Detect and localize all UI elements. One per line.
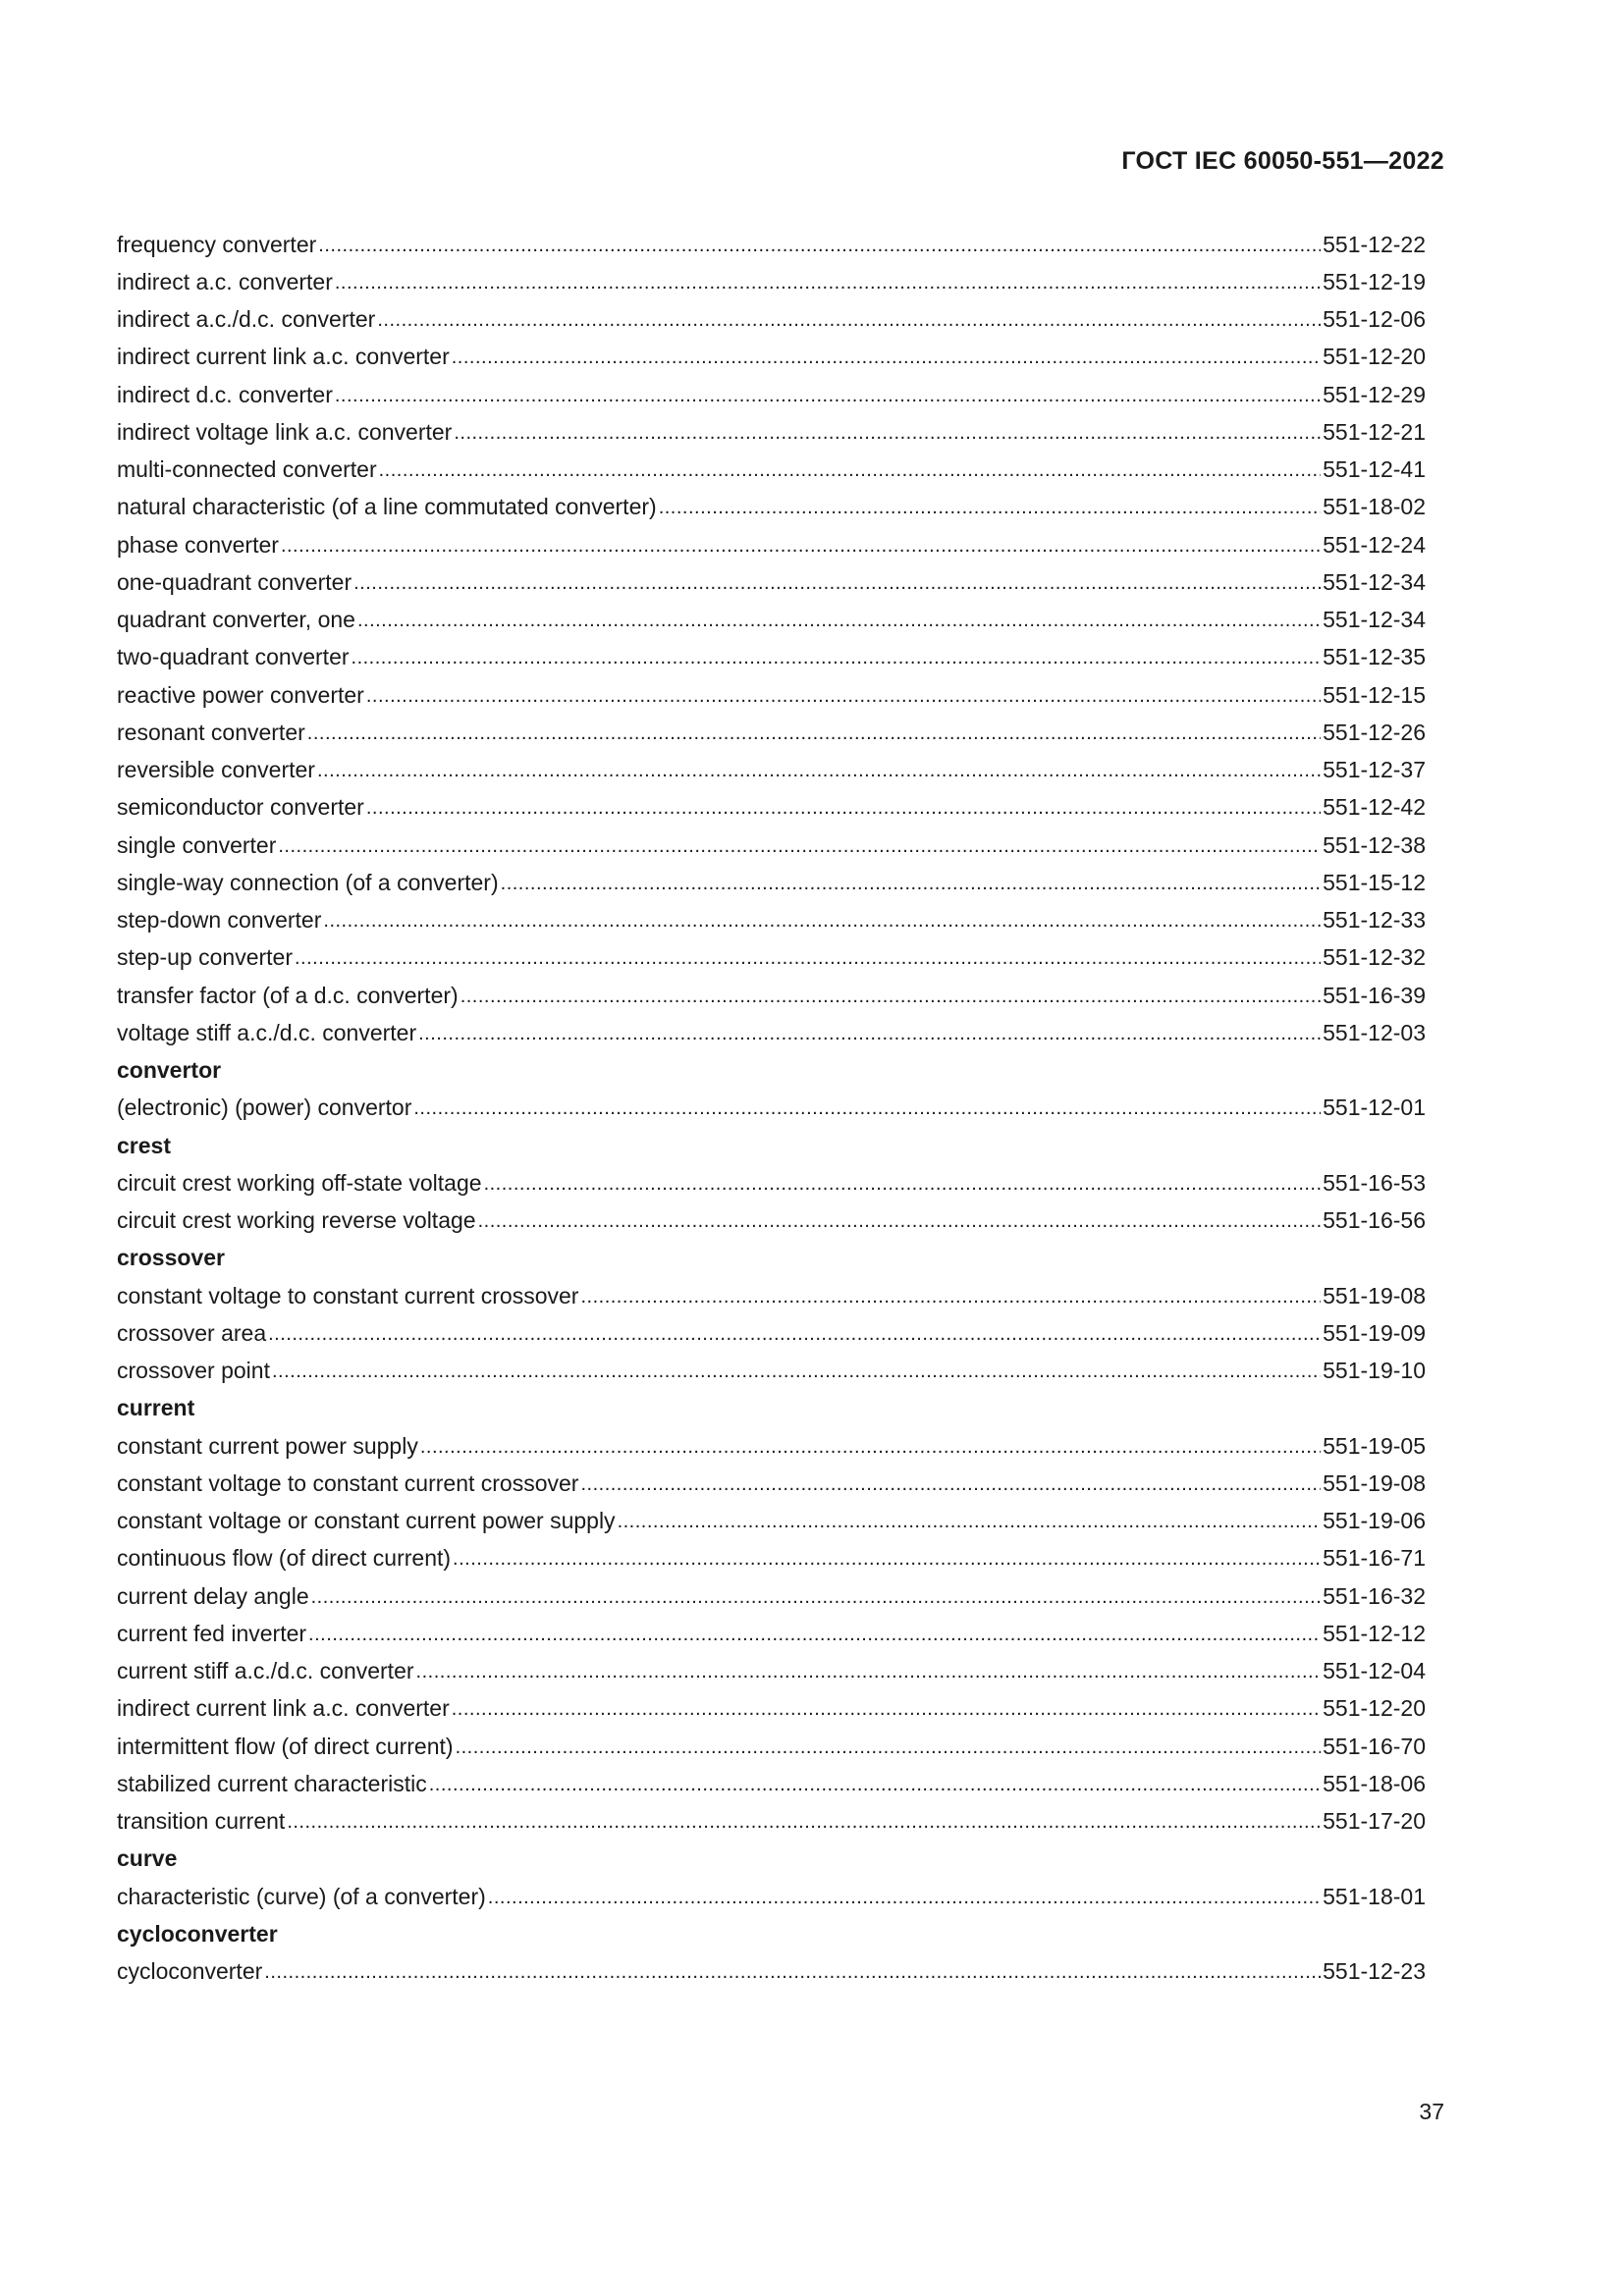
dot-leader xyxy=(618,1511,1322,1533)
dot-leader xyxy=(318,235,1321,257)
entry-reference-number: 551-12-22 xyxy=(1323,231,1426,257)
dot-leader xyxy=(278,835,1321,858)
dot-leader xyxy=(268,1323,1321,1346)
index-entry xyxy=(117,452,1426,489)
index-entry xyxy=(117,1615,1426,1652)
index-entry xyxy=(117,1014,1426,1051)
entry-term: reversible converter xyxy=(117,757,315,783)
entry-term: step-down converter xyxy=(117,907,322,934)
entry-term: continuous flow (of direct current) xyxy=(117,1545,452,1572)
index-entry xyxy=(117,339,1426,376)
index-entry xyxy=(117,413,1426,451)
index-entry xyxy=(117,263,1426,300)
entry-reference-number: 551-18-06 xyxy=(1323,1770,1426,1796)
entry-term: one-quadrant converter xyxy=(117,568,352,595)
entry-reference-number: 551-16-53 xyxy=(1323,1169,1426,1196)
entry-term: cycloconverter xyxy=(117,1958,263,1985)
entry-term: natural characteristic (of a line commutated converter) xyxy=(117,494,657,520)
entry-term: indirect current link a.c. converter xyxy=(117,1695,450,1722)
index-entry xyxy=(117,1314,1426,1352)
index-entry xyxy=(117,1427,1426,1465)
page-number: 37 xyxy=(1419,2099,1444,2124)
entry-term: intermittent flow (of direct current) xyxy=(117,1733,454,1759)
dot-leader xyxy=(281,535,1321,558)
entry-reference-number: 551-12-41 xyxy=(1323,456,1426,483)
entry-term: reactive power converter xyxy=(117,681,364,708)
entry-reference-number: 551-12-01 xyxy=(1323,1095,1426,1121)
dot-leader xyxy=(323,910,1321,933)
index-group-heading xyxy=(117,1390,1426,1427)
dot-leader xyxy=(478,1210,1322,1233)
index-entry xyxy=(117,489,1426,526)
dot-leader xyxy=(420,1436,1321,1459)
entry-term: indirect a.c. converter xyxy=(117,268,333,294)
dot-leader xyxy=(335,272,1321,294)
index-entry xyxy=(117,1090,1426,1127)
index-entry xyxy=(117,563,1426,601)
entry-reference-number: 551-12-32 xyxy=(1323,944,1426,971)
entry-reference-number: 551-12-29 xyxy=(1323,381,1426,407)
index-entry xyxy=(117,827,1426,864)
index-entry xyxy=(117,1277,1426,1314)
entry-reference-number: 551-12-35 xyxy=(1323,644,1426,670)
index-entry xyxy=(117,789,1426,827)
entry-term: crossover area xyxy=(117,1319,267,1346)
dot-leader xyxy=(308,1624,1321,1646)
entry-reference-number: 551-12-06 xyxy=(1323,306,1426,333)
dot-leader xyxy=(659,497,1321,519)
index-entry xyxy=(117,864,1426,901)
group-heading-text: crossover xyxy=(117,1245,225,1271)
index-entry xyxy=(117,301,1426,339)
entry-reference-number: 551-12-23 xyxy=(1323,1958,1426,1985)
dot-leader xyxy=(484,1173,1322,1196)
index-group-heading xyxy=(117,1841,1426,1878)
entry-term: current delay angle xyxy=(117,1582,309,1609)
entry-term: circuit crest working off-state voltage xyxy=(117,1169,482,1196)
index-entry xyxy=(117,752,1426,789)
entry-reference-number: 551-19-08 xyxy=(1323,1282,1426,1308)
entry-reference-number: 551-19-10 xyxy=(1323,1358,1426,1384)
entry-reference-number: 551-19-06 xyxy=(1323,1508,1426,1534)
entry-term: voltage stiff a.c./d.c. converter xyxy=(117,1019,417,1045)
entry-reference-number: 551-12-42 xyxy=(1323,794,1426,821)
entry-term: single-way connection (of a converter) xyxy=(117,869,499,895)
dot-leader xyxy=(501,873,1322,895)
entry-term: resonant converter xyxy=(117,719,305,745)
dot-leader xyxy=(287,1811,1321,1834)
index-entry xyxy=(117,639,1426,676)
entry-reference-number: 551-18-02 xyxy=(1323,494,1426,520)
entry-reference-number: 551-17-20 xyxy=(1323,1808,1426,1835)
index-entry xyxy=(117,1503,1426,1540)
dot-leader xyxy=(307,722,1321,745)
index-entry xyxy=(117,1690,1426,1728)
dot-leader xyxy=(580,1473,1321,1496)
dot-leader xyxy=(452,1698,1321,1721)
entry-reference-number: 551-18-01 xyxy=(1323,1883,1426,1909)
dot-leader xyxy=(357,610,1321,632)
entry-reference-number: 551-12-34 xyxy=(1323,568,1426,595)
dot-leader xyxy=(379,459,1322,482)
entry-term: current stiff a.c./d.c. converter xyxy=(117,1658,414,1684)
entry-reference-number: 551-12-15 xyxy=(1323,681,1426,708)
entry-reference-number: 551-16-71 xyxy=(1323,1545,1426,1572)
dot-leader xyxy=(453,1548,1321,1571)
entry-term: frequency converter xyxy=(117,231,317,257)
entry-reference-number: 551-12-04 xyxy=(1323,1658,1426,1684)
document-code-header: ГОСТ IEC 60050-551—2022 xyxy=(1121,147,1444,175)
entry-reference-number: 551-12-24 xyxy=(1323,531,1426,558)
entry-reference-number: 551-12-38 xyxy=(1323,831,1426,858)
index-entry xyxy=(117,376,1426,413)
index-entry xyxy=(117,1728,1426,1765)
index-entry xyxy=(117,714,1426,751)
dot-leader xyxy=(580,1286,1321,1308)
entry-term: circuit crest working reverse voltage xyxy=(117,1207,476,1234)
dot-leader xyxy=(272,1361,1321,1383)
dot-leader xyxy=(452,347,1321,369)
dot-leader xyxy=(377,309,1321,332)
entry-term: quadrant converter, one xyxy=(117,607,355,633)
entry-reference-number: 551-12-37 xyxy=(1323,757,1426,783)
group-heading-text: convertor xyxy=(117,1057,222,1084)
entry-reference-number: 551-12-34 xyxy=(1323,607,1426,633)
group-heading-text: cycloconverter xyxy=(117,1920,278,1947)
entry-reference-number: 551-12-20 xyxy=(1323,344,1426,370)
entry-reference-number: 551-19-09 xyxy=(1323,1319,1426,1346)
dot-leader xyxy=(317,760,1321,782)
entry-term: indirect current link a.c. converter xyxy=(117,344,450,370)
entry-reference-number: 551-12-21 xyxy=(1323,418,1426,445)
entry-reference-number: 551-12-26 xyxy=(1323,719,1426,745)
index-entry xyxy=(117,1577,1426,1615)
entry-term: indirect a.c./d.c. converter xyxy=(117,306,376,333)
index-entry xyxy=(117,1803,1426,1841)
entry-term: constant voltage or constant current power supply xyxy=(117,1508,616,1534)
index-group-heading xyxy=(117,1240,1426,1277)
entry-term: (electronic) (power) convertor xyxy=(117,1095,412,1121)
entry-reference-number: 551-19-05 xyxy=(1323,1432,1426,1459)
entry-reference-number: 551-16-39 xyxy=(1323,982,1426,1008)
index-entry xyxy=(117,939,1426,977)
index-group-heading xyxy=(117,1052,1426,1090)
dot-leader xyxy=(295,947,1321,970)
dot-leader xyxy=(264,1961,1321,1984)
entry-reference-number: 551-12-12 xyxy=(1323,1620,1426,1646)
dot-leader xyxy=(416,1661,1322,1683)
dot-leader xyxy=(460,986,1321,1008)
entry-reference-number: 551-16-70 xyxy=(1323,1733,1426,1759)
entry-reference-number: 551-16-56 xyxy=(1323,1207,1426,1234)
entry-reference-number: 551-12-03 xyxy=(1323,1019,1426,1045)
entry-reference-number: 551-12-20 xyxy=(1323,1695,1426,1722)
dot-leader xyxy=(366,685,1321,708)
entry-term: constant current power supply xyxy=(117,1432,418,1459)
entry-term: multi-connected converter xyxy=(117,456,377,483)
entry-term: step-up converter xyxy=(117,944,293,971)
entry-term: current fed inverter xyxy=(117,1620,307,1646)
dot-leader xyxy=(413,1097,1321,1120)
index-entry xyxy=(117,1765,1426,1802)
entry-reference-number: 551-16-32 xyxy=(1323,1582,1426,1609)
index-entry xyxy=(117,1540,1426,1577)
dot-leader xyxy=(335,385,1321,407)
entry-term: constant voltage to constant current crossover xyxy=(117,1469,579,1496)
index-entry xyxy=(117,1465,1426,1502)
entry-term: single converter xyxy=(117,831,277,858)
entry-term: characteristic (curve) (of a converter) xyxy=(117,1883,486,1909)
index-entry xyxy=(117,602,1426,639)
term-index-list xyxy=(117,226,1426,1991)
entry-term: transfer factor (of a d.c. converter) xyxy=(117,982,459,1008)
group-heading-text: current xyxy=(117,1395,195,1421)
index-entry xyxy=(117,977,1426,1014)
index-entry xyxy=(117,902,1426,939)
index-entry xyxy=(117,1953,1426,1991)
index-entry xyxy=(117,1653,1426,1690)
entry-reference-number: 551-12-33 xyxy=(1323,907,1426,934)
index-group-heading xyxy=(117,1127,1426,1164)
entry-term: stabilized current characteristic xyxy=(117,1770,427,1796)
dot-leader xyxy=(456,1736,1322,1759)
group-heading-text: curve xyxy=(117,1845,178,1872)
index-entry xyxy=(117,1202,1426,1240)
group-heading-text: crest xyxy=(117,1132,171,1158)
entry-term: indirect voltage link a.c. converter xyxy=(117,418,453,445)
entry-term: two-quadrant converter xyxy=(117,644,350,670)
dot-leader xyxy=(488,1887,1321,1909)
dot-leader xyxy=(454,422,1321,445)
index-entry xyxy=(117,1353,1426,1390)
entry-reference-number: 551-12-19 xyxy=(1323,268,1426,294)
index-entry xyxy=(117,1164,1426,1201)
dot-leader xyxy=(311,1586,1322,1609)
dot-leader xyxy=(418,1023,1321,1045)
dot-leader xyxy=(429,1774,1321,1796)
entry-term: constant voltage to constant current crossover xyxy=(117,1282,579,1308)
index-entry xyxy=(117,526,1426,563)
dot-leader xyxy=(352,647,1322,669)
entry-term: crossover point xyxy=(117,1358,270,1384)
index-entry xyxy=(117,226,1426,263)
entry-term: transition current xyxy=(117,1808,286,1835)
dot-leader xyxy=(366,797,1321,820)
entry-term: semiconductor converter xyxy=(117,794,364,821)
entry-reference-number: 551-15-12 xyxy=(1323,869,1426,895)
dot-leader xyxy=(353,572,1321,595)
index-group-heading xyxy=(117,1915,1426,1952)
index-entry xyxy=(117,1878,1426,1915)
entry-term: phase converter xyxy=(117,531,279,558)
index-entry xyxy=(117,676,1426,714)
entry-reference-number: 551-19-08 xyxy=(1323,1469,1426,1496)
entry-term: indirect d.c. converter xyxy=(117,381,333,407)
